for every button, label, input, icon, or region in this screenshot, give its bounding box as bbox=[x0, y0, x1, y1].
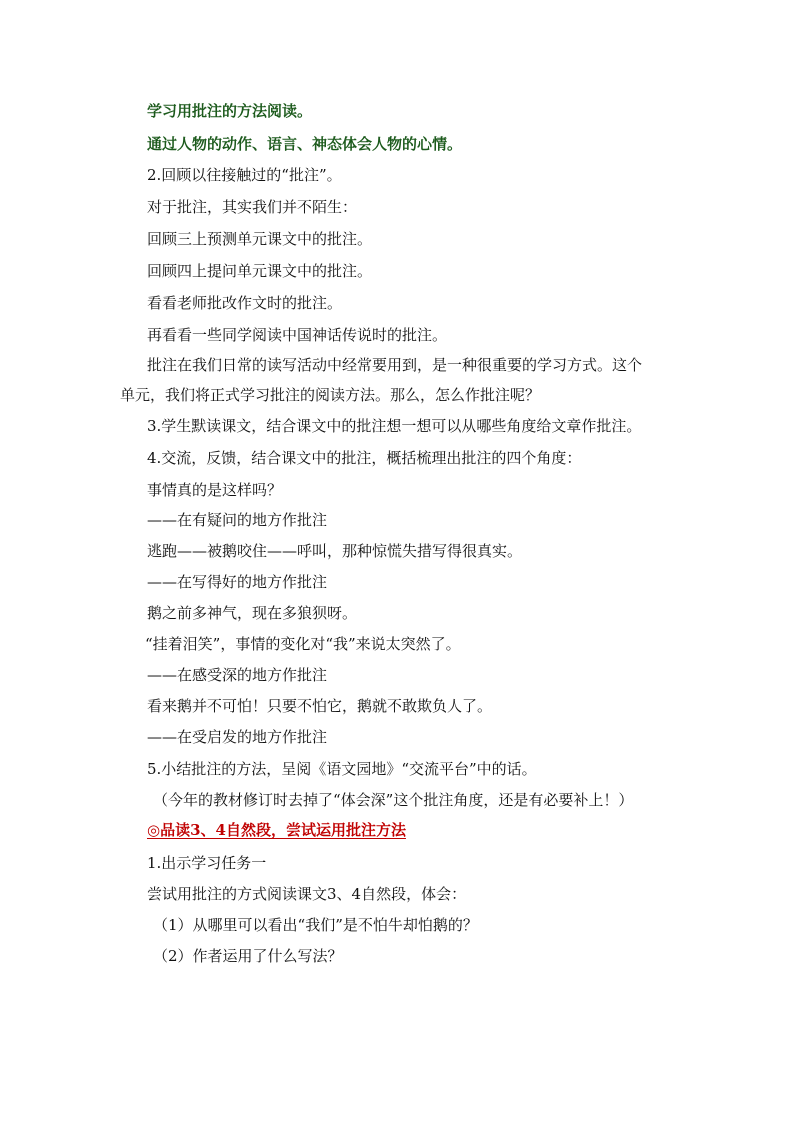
text-line: 回顾三上预测单元课文中的批注。 bbox=[147, 230, 373, 248]
question-1: （1）从哪里可以看出“我们”是不怕牛却怕鹅的？ bbox=[153, 916, 478, 934]
annotation-angle: ——在感受深的地方作批注 bbox=[147, 666, 328, 684]
annotation-angle: ——在写得好的地方作批注 bbox=[147, 573, 328, 591]
annotation-angle: ——在有疑问的地方作批注 bbox=[147, 511, 328, 529]
task-instruction: 尝试用批注的方式阅读课文3、4自然段，体会： bbox=[147, 885, 467, 903]
text-line: 对于批注，其实我们并不陌生： bbox=[147, 198, 358, 216]
paragraph-line: 单元，我们将正式学习批注的阅读方法。那么，怎么作批注呢？ bbox=[120, 386, 541, 404]
section-heading: ◎品读3、4自然段，尝试运用批注方法 bbox=[147, 821, 406, 839]
text-line: 逃跑——被鹅咬住——呼叫，那种惊慌失措写得很真实。 bbox=[147, 542, 523, 560]
text-line: “挂着泪笑”，事情的变化对“我”来说太突然了。 bbox=[145, 635, 461, 653]
objective-line-1: 学习用批注的方法阅读。 bbox=[147, 102, 313, 120]
task-title: 1.出示学习任务一 bbox=[147, 854, 267, 872]
annotation-angle: ——在受启发的地方作批注 bbox=[147, 728, 328, 746]
text-line: 回顾四上提问单元课文中的批注。 bbox=[147, 262, 373, 280]
objective-line-2: 通过人物的动作、语言、神态体会人物的心情。 bbox=[147, 135, 463, 153]
paragraph-line: 批注在我们日常的读写活动中经常要用到，是一种很重要的学习方式。这个 bbox=[147, 356, 643, 374]
step-2-heading: 2.回顾以往接触过的“批注”。 bbox=[147, 166, 342, 184]
text-line: 再看看一些同学阅读中国神话传说时的批注。 bbox=[147, 326, 448, 344]
text-line: 事情真的是这样吗？ bbox=[147, 481, 283, 499]
step-4-line: 4.交流，反馈，结合课文中的批注，概括梳理出批注的四个角度： bbox=[147, 449, 582, 467]
question-2: （2）作者运用了什么写法？ bbox=[153, 947, 343, 965]
text-line: 看来鹅并不可怕！只要不怕它，鹅就不敢欺负人了。 bbox=[147, 697, 493, 715]
text-line: 鹅之前多神气，现在多狼狈呀。 bbox=[147, 604, 358, 622]
text-line: 看看老师批改作文时的批注。 bbox=[147, 294, 343, 312]
step-3-line: 3.学生默读课文，结合课文中的批注想一想可以从哪些角度给文章作批注。 bbox=[147, 417, 642, 435]
note-line: （今年的教材修订时去掉了“体会深”这个批注角度，还是有必要补上！） bbox=[153, 791, 634, 809]
step-5-line: 5.小结批注的方法，呈阅《语文园地》“交流平台”中的话。 bbox=[147, 760, 537, 778]
